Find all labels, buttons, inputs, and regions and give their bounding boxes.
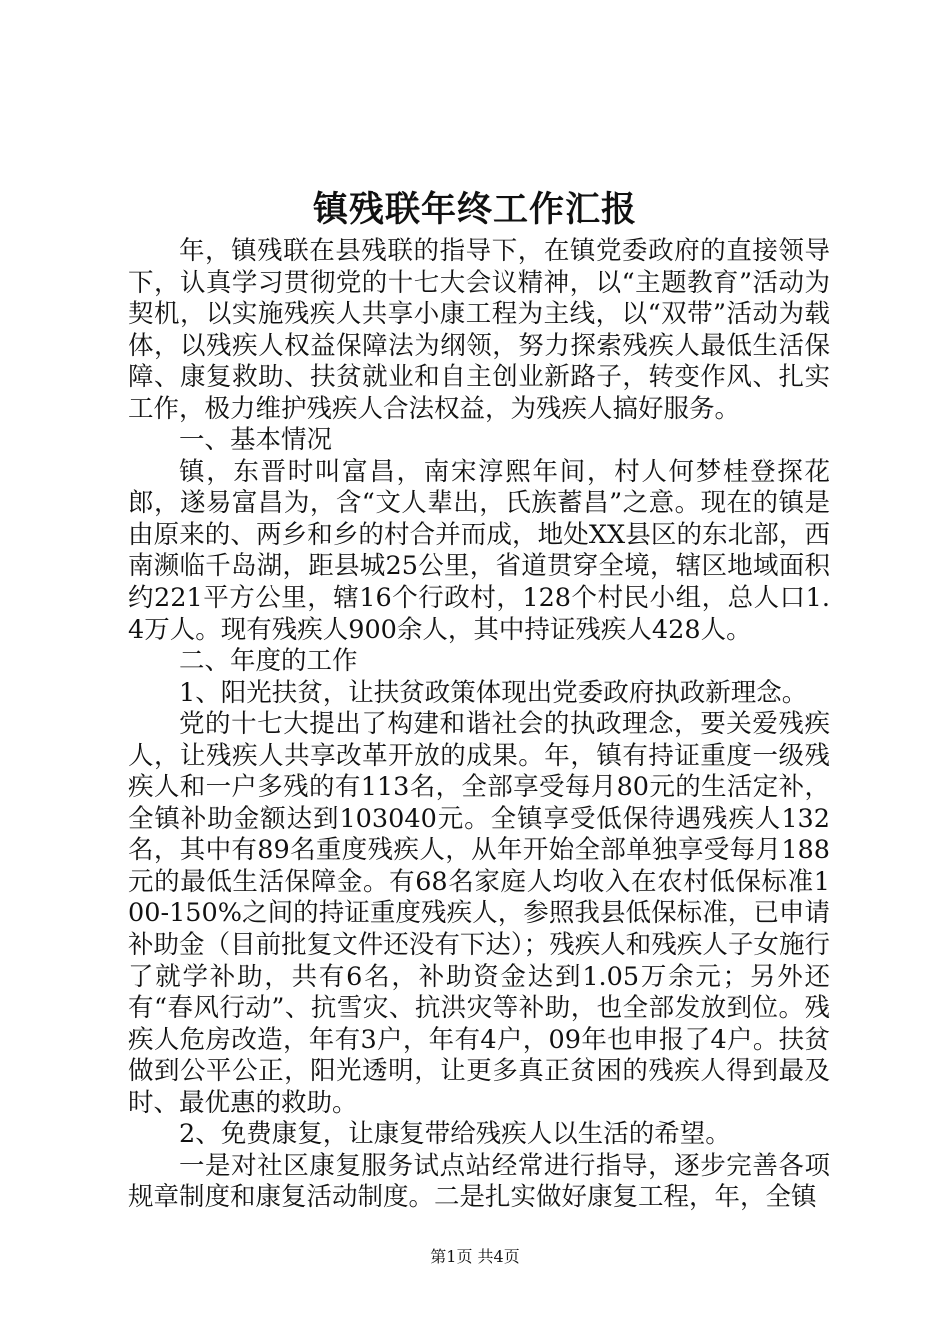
paragraph-basic-situation: 镇，东晋时叫富昌，南宋淳熙年间，村人何梦桂登探花郎，遂易富昌为，含“文人辈出，氏族蓄昌”之意。现在的镇是由原来的、两乡和乡的村合并而成，地处XX县区的东北部，西南濒临千岛湖，距县城25公里，省道贯穿全境，辖区地域面积约221平方公里，辖16个行政村，128个村民小组，总人口1.4万人。现有残疾人900余人，其中持证残疾人428人。	[128, 456, 830, 645]
document-title: 镇残联年终工作汇报	[312, 189, 637, 230]
subheading-poverty-relief: 1、阳光扶贫，让扶贫政策体现出党委政府执政新理念。	[179, 677, 808, 708]
page-number-footer: 第1页 共4页	[430, 1247, 520, 1266]
document-body	[128, 236, 830, 1214]
paragraph-intro: 年，镇残联在县残联的指导下，在镇党委政府的直接领导下，认真学习贯彻党的十七大会议精神，以“主题教育”活动为契机，以实施残疾人共享小康工程为主线，以“双带”活动为载体，以残疾人权益保障法为纲领，努力探索残疾人最低生活保障、康复救助、扶贫就业和自主创业新路子，转变作风、扎实工作，极力维护残疾人合法权益，为残疾人搞好服务。	[128, 236, 830, 424]
paragraph-poverty-relief: 党的十七大提出了构建和谐社会的执政理念，要关爱残疾人，让残疾人共享改革开放的成果。年，镇有持证重度一级残疾人和一户多残的有113名，全部享受每月80元的生活定补，全镇补助金额达到103040元。全镇享受低保待遇残疾人132名，其中有89名重度残疾人，从年开始全部单独享受每月188元的最低生活保障金。有68名家庭人均收入在农村低保标准100-150%之间的持证重度残疾人，参照我县低保标准，已申请补助金（目前批复文件还没有下达）；残疾人和残疾人子女施行了就学补助，共有6名，补助资金达到1.05万余元；另外还有“春风行动”、抗雪灾、抗洪灾等补助，也全部发放到位。残疾人危房改造，年有3户，年有4户，09年也申报了4户。扶贫做到公平公正，阳光透明，让更多真正贫困的残疾人得到最及时、最优惠的救助。	[128, 709, 830, 1118]
paragraph-rehabilitation: 一是对社区康复服务试点站经常进行指导，逐步完善各项规章制度和康复活动制度。二是扎实做好康复工程，年，全镇	[128, 1150, 830, 1213]
section-heading-annual-work: 二、年度的工作	[179, 646, 358, 677]
subheading-free-rehabilitation: 2、免费康复，让康复带给残疾人以生活的希望。	[179, 1119, 731, 1150]
section-heading-basic-situation: 一、基本情况	[179, 425, 333, 456]
